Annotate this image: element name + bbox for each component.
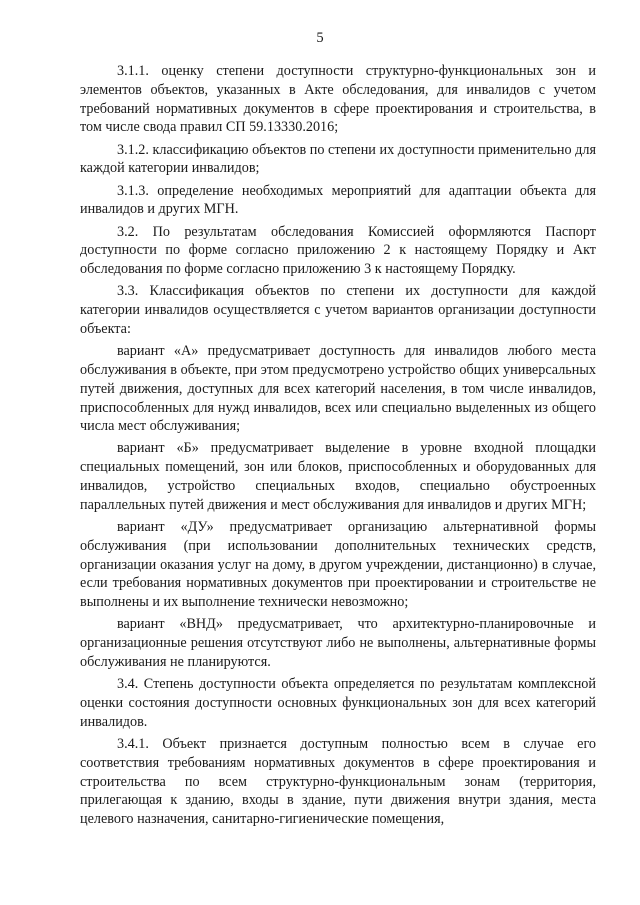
paragraph-3-4-1: 3.4.1. Объект признается доступным полностью всем в случае его соответствия требованиям нормативных документов в сфере проектирования и строительства по всем структурно-функциональным зонам (территория, прилегающая к зданию, входы в здание, пути движения внутри здания, места целевого назначения, санитарно-гигиенические помещения,	[80, 736, 596, 828]
document-body	[80, 62, 596, 832]
page-number: 5	[316, 30, 324, 46]
paragraph-variant-vnd: вариант «ВНД» предусматривает, что архитектурно-планировочные и организационные решения отсутствуют либо не выполнены, альтернативные формы обслуживания не планируются.	[80, 616, 596, 671]
paragraph-3-1-3: 3.1.3. определение необходимых мероприятий для адаптации объекта для инвалидов и других МГН.	[80, 182, 596, 218]
paragraph-3-3: 3.3. Классификация объектов по степени их доступности для каждой категории инвалидов осуществляется с учетом вариантов организации доступности объекта:	[80, 283, 596, 337]
paragraph-3-4: 3.4. Степень доступности объекта определяется по результатам комплексной оценки состояния доступности основных функциональных зон для всех категорий инвалидов.	[80, 676, 596, 730]
paragraph-3-1-1: 3.1.1. оценку степени доступности структурно-функциональных зон и элементов объектов, указанных в Акте обследования, для инвалидов с учетом требований нормативных документов в сфере проектирования и строительства, в том числе свода правил СП 59.13330.2016;	[80, 63, 596, 136]
paragraph-3-1-2: 3.1.2. классификацию объектов по степени их доступности применительно для каждой категории инвалидов;	[80, 141, 596, 177]
paragraph-3-2: 3.2. По результатам обследования Комиссией оформляются Паспорт доступности по форме согласно приложению 2 к настоящему Порядку и Акт обследования по форме согласно приложению 3 к настоящему Порядку.	[80, 223, 596, 278]
paragraph-variant-b: вариант «Б» предусматривает выделение в уровне входной площадки специальных помещений, зон или блоков, приспособленных и оборудованных для инвалидов, устройство специальных входов, специально обустроенных параллельных путей движения и мест обслуживания для инвалидов и других МГН;	[80, 440, 596, 513]
paragraph-variant-du: вариант «ДУ» предусматривает организацию альтернативной формы обслуживания (при использовании дополнительных технических средств, организации оказания услуг на дому, в другом учреждении, дистанционно) в случае, если требования нормативных документов при проектировании и строительстве не выполнены и их выполнение технически невозможно;	[80, 519, 596, 611]
paragraph-variant-a: вариант «А» предусматривает доступность для инвалидов любого места обслуживания в объекте, при этом предусмотрено устройство общих универсальных путей движения, доступных для всех категорий населения, в том числе инвалидов, приспособленных для нужд инвалидов, всех или специально выделенных из общего числа мест обслуживания;	[80, 343, 596, 435]
